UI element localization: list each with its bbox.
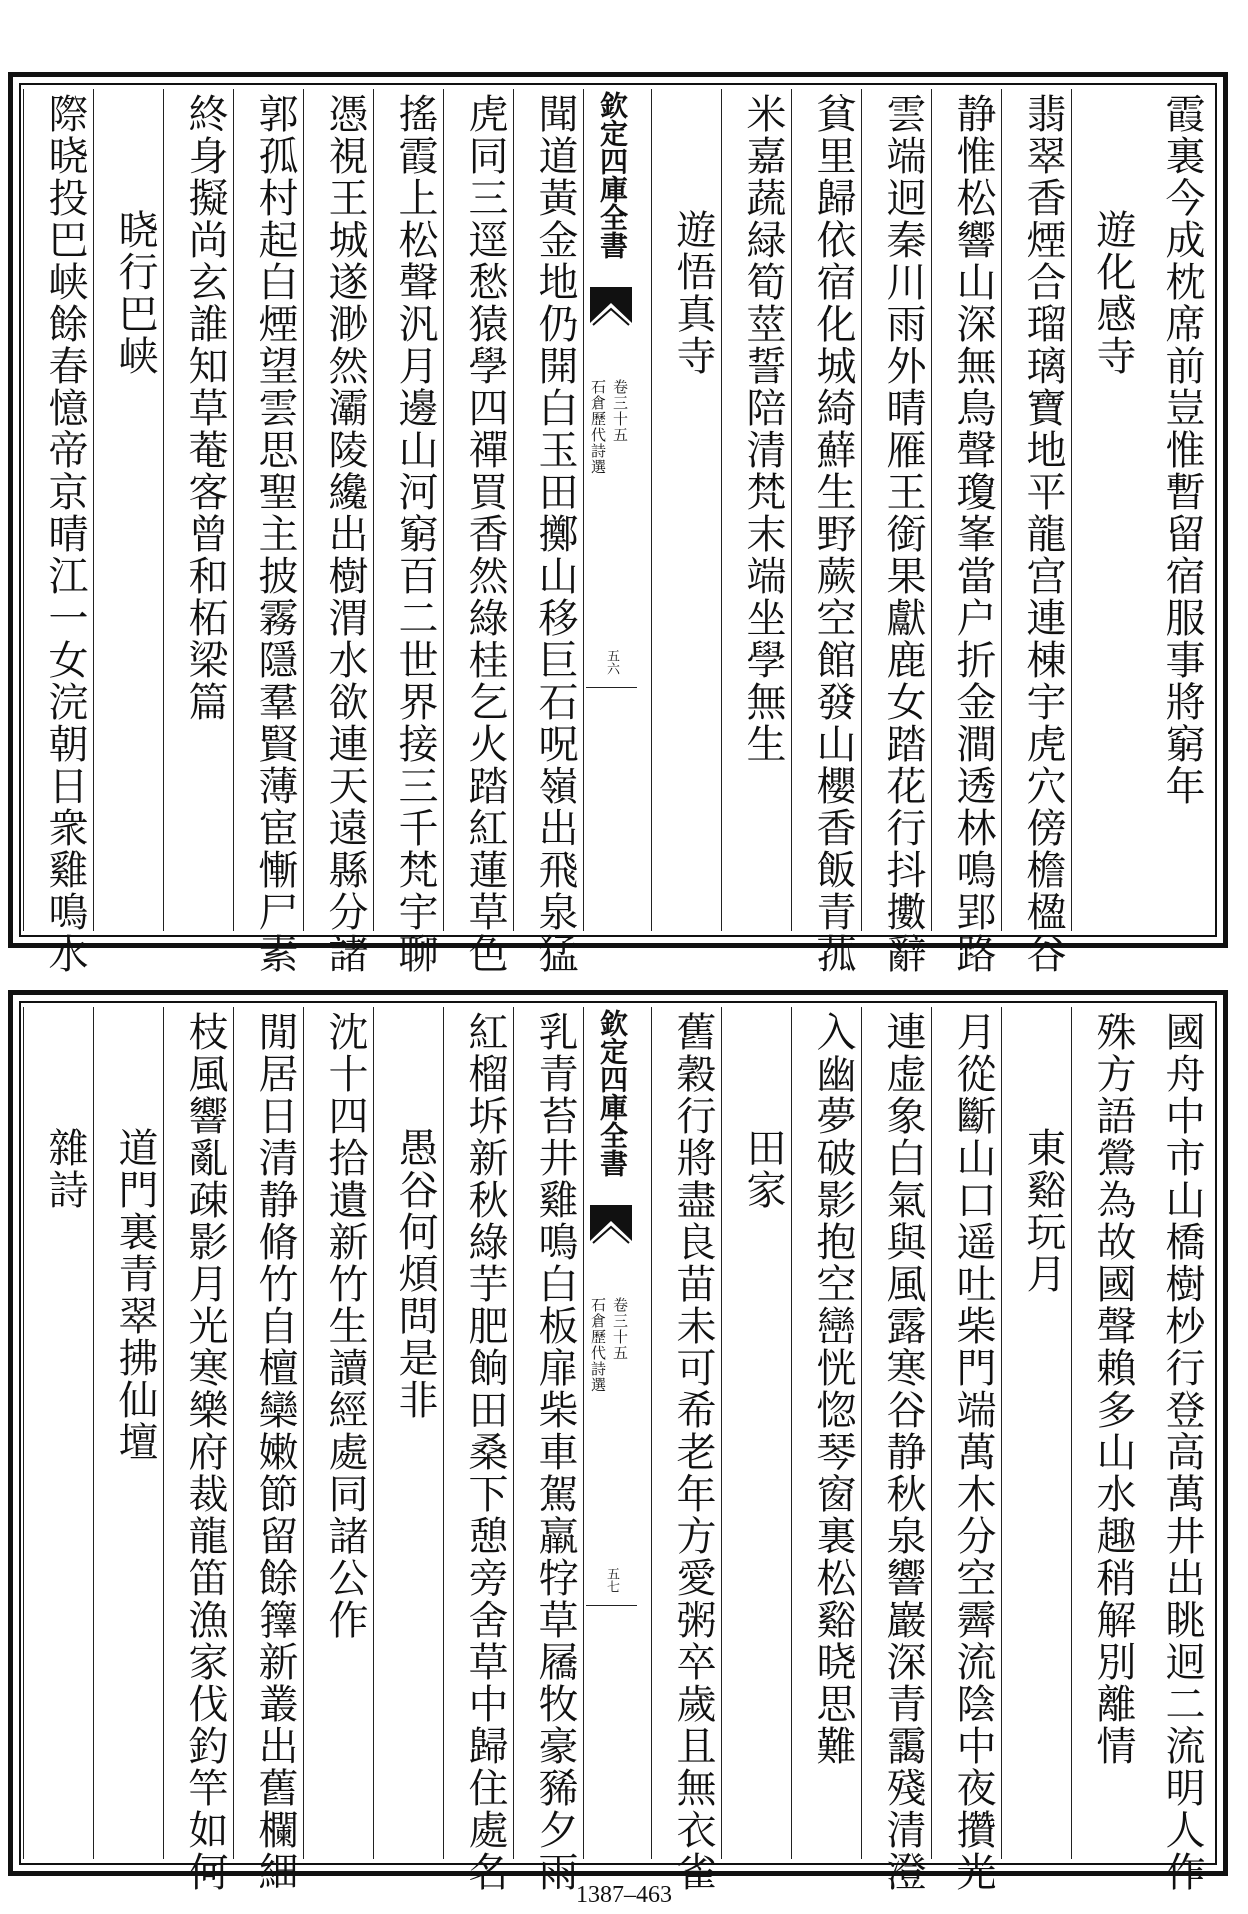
volume-number: 卷三十五 (611, 1297, 629, 1361)
text-column-content: 晓行巴峡 (112, 209, 158, 377)
fishtail-mark-icon (590, 1205, 632, 1245)
text-column-content: 雲端迥秦川雨外晴雁王銜果獻鹿女踏花行抖擻辭 (880, 93, 926, 975)
text-column (861, 89, 931, 975)
text-column-content: 際晓投巴峡餘春憶帝京晴江一女浣朝日衆雞鳴水 (42, 93, 88, 975)
text-column (513, 89, 583, 975)
text-column-content: 虎同三逕愁猿學四禪買香然綠桂乞火踏紅蓮草色 (462, 93, 508, 975)
collection-name: 欽定四庫全書 (596, 91, 629, 259)
text-column (791, 89, 861, 975)
text-column-content: 月從斷山口遥吐柴門端萬木分空霽流陰中夜攢光 (950, 1011, 996, 1893)
text-column-content: 搖霞上松聲汎月邊山河窮百二世界接三千梵宇聊 (392, 93, 438, 975)
collection-name: 欽定四庫全書 (596, 1009, 629, 1177)
text-column (93, 89, 163, 931)
text-column (443, 1007, 513, 1893)
text-column-content: 枝風響亂疎影月光寒樂府裁龍笛漁家伐釣竿如何 (182, 1011, 228, 1893)
text-column-content: 終身擬尚玄誰知草菴客曾和柘梁篇 (182, 93, 228, 723)
text-column (23, 1007, 93, 1859)
text-column-content: 紅榴坼新秋綠芋肥餉田桑下憩旁舍草中歸住處名 (462, 1011, 508, 1893)
text-column-content: 道門裏青翠拂仙壇 (112, 1127, 158, 1463)
source-title: 石倉歷代詩選 (589, 379, 607, 475)
text-column (1141, 89, 1211, 931)
text-column-content: 米嘉蔬緑筍莖誓陪清梵末端坐學無生 (740, 93, 786, 765)
text-column (721, 89, 791, 931)
text-column-content: 遊化感寺 (1090, 209, 1136, 377)
text-column-content: 閒居日清静脩竹自檀欒嫩節留餘籜新叢出舊欄細 (252, 1011, 298, 1893)
text-column (373, 1007, 443, 1859)
text-column (303, 89, 373, 975)
divider-line (586, 687, 637, 688)
text-column (651, 89, 721, 931)
text-column-content: 霞裏今成枕席前豈惟暫留宿服事將窮年 (1159, 93, 1205, 807)
text-column-content: 翡翠香煙合瑠璃寶地平龍宫連棟宇虎穴傍檐楹谷 (1020, 93, 1066, 975)
text-column (1001, 89, 1071, 975)
text-column (1001, 1007, 1071, 1859)
page-number: 五七 (604, 1567, 619, 1593)
text-column (163, 89, 233, 931)
text-column-content: 遊悟真寺 (670, 209, 716, 377)
text-column (931, 89, 1001, 975)
text-column (93, 1007, 163, 1859)
text-column (721, 1007, 791, 1859)
text-column-content: 國舟中市山橋樹杪行登高萬井出眺迥二流明人作 (1159, 1011, 1205, 1893)
text-column (1071, 89, 1141, 931)
text-column (1141, 1007, 1211, 1893)
text-column (931, 1007, 1001, 1893)
text-column-content: 東谿玩月 (1020, 1127, 1066, 1295)
fishtail-mark-icon (590, 287, 632, 327)
bottom-page (8, 990, 1228, 1893)
text-column (443, 89, 513, 975)
text-column-content: 愚谷何煩問是非 (392, 1127, 438, 1421)
text-column-content: 乳青苔井雞鳴白板扉柴車駕羸牸草屩牧豪豨夕雨 (532, 1011, 578, 1893)
divider-line (586, 1605, 637, 1606)
source-title: 石倉歷代詩選 (589, 1297, 607, 1393)
text-column (373, 89, 443, 975)
top-center-column (583, 89, 639, 931)
text-column (303, 1007, 373, 1859)
bottom-center-column (583, 1007, 639, 1859)
text-column-content: 殊方語鶯為故國聲賴多山水趣稍解別離情 (1090, 1011, 1136, 1767)
text-column (861, 1007, 931, 1893)
text-column-content: 雜詩 (42, 1127, 88, 1211)
text-column (513, 1007, 583, 1893)
text-column-content: 舊穀行將盡良苗未可希老年方愛粥卒歲且無衣雀 (670, 1011, 716, 1893)
text-column-content: 入幽夢破影抱空巒恍惚琴窗裏松谿晓思難 (810, 1011, 856, 1767)
text-column (651, 1007, 721, 1893)
text-column (23, 89, 93, 975)
text-column-content: 郭孤村起白煙望雲思聖主披霧隱羣賢薄宦慚尸素 (252, 93, 298, 975)
text-column (163, 1007, 233, 1893)
text-column-content: 聞道黃金地仍開白玉田擲山移巨石呪嶺出飛泉猛 (532, 93, 578, 975)
text-column (791, 1007, 861, 1859)
text-column-content: 貧里歸依宿化城綺蘚生野蕨空館發山櫻香飯青菰 (810, 93, 856, 975)
volume-number: 卷三十五 (611, 379, 629, 443)
text-column-content: 憑視王城遂渺然灞陵纔出樹渭水欲連天遠縣分諸 (322, 93, 368, 975)
text-column-content: 静惟松響山深無鳥聲瓊峯當户折金澗透林鳴郢路 (950, 93, 996, 975)
text-column-content: 田家 (740, 1127, 786, 1211)
print-page-number: 1387–463 (576, 1882, 672, 1908)
text-column (1071, 1007, 1141, 1859)
page-number: 五六 (604, 649, 619, 675)
text-column-content: 沈十四拾遺新竹生讀經處同諸公作 (322, 1011, 368, 1641)
text-column-content: 連虚象白氣與風露寒谷静秋泉響巖深青靄殘清澄 (880, 1011, 926, 1893)
top-page (8, 72, 1228, 975)
text-column (233, 89, 303, 975)
text-column (233, 1007, 303, 1893)
